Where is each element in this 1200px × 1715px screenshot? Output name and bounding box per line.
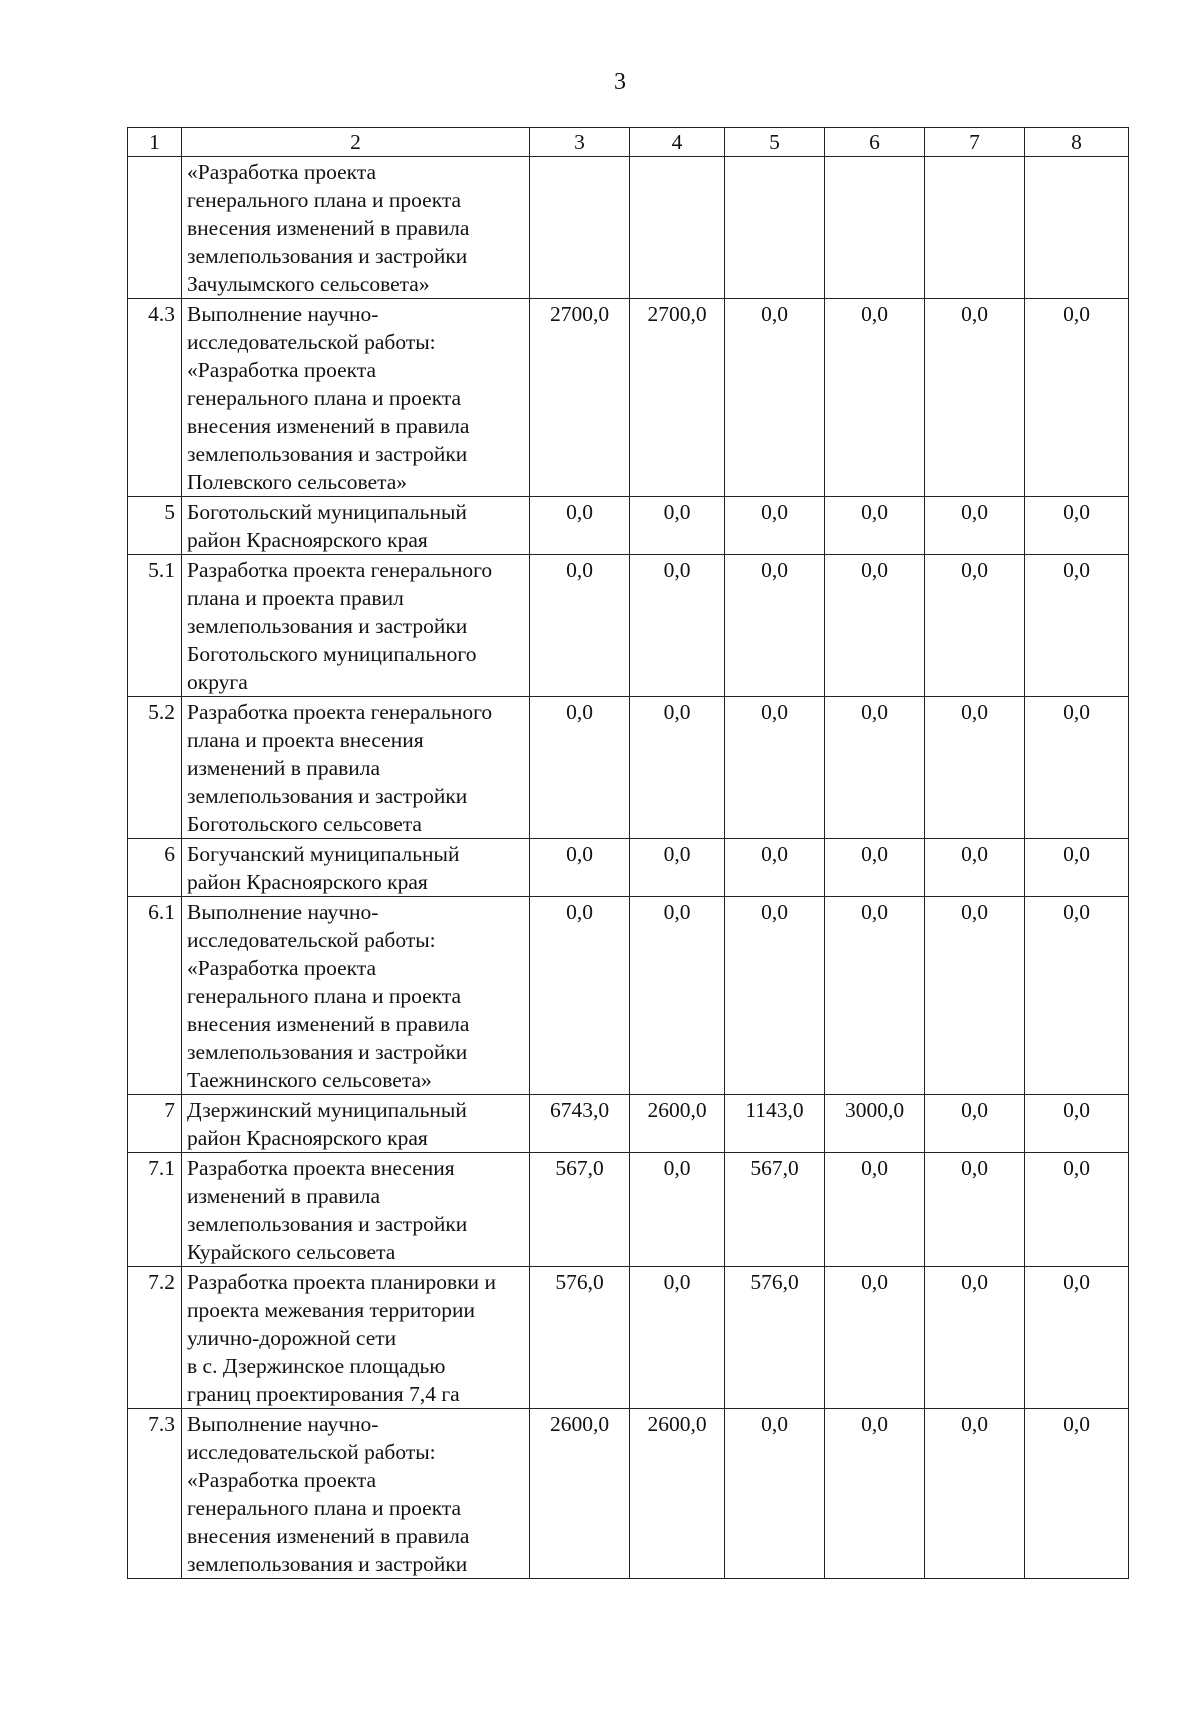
- description-line: исследовательской работы:: [187, 1440, 436, 1464]
- description-line: землепользования и застройки: [187, 442, 468, 466]
- description-line: Боготольского муниципального: [187, 642, 477, 666]
- value-cell: 0,0: [530, 555, 630, 697]
- description-line: Богучанский муниципальный: [187, 842, 460, 866]
- description-line: в с. Дзержинское площадью: [187, 1354, 446, 1378]
- value-cell: 3000,0: [825, 1095, 925, 1153]
- description-line: «Разработка проекта: [187, 160, 377, 184]
- description-line: плана и проекта правил: [187, 586, 404, 610]
- row-number-cell: 7: [128, 1095, 182, 1153]
- value-cell: 0,0: [1025, 555, 1129, 697]
- row-number-cell: 6: [128, 839, 182, 897]
- value-cell: 2700,0: [630, 299, 725, 497]
- value-cell: 576,0: [530, 1267, 630, 1409]
- page-number: 3: [614, 69, 626, 95]
- value-cell: [825, 157, 925, 299]
- table-row: [128, 697, 1129, 839]
- value-cell: 0,0: [925, 839, 1025, 897]
- value-cell: 0,0: [530, 697, 630, 839]
- column-number-header: 4: [630, 128, 725, 157]
- table-row: [128, 157, 1129, 299]
- description-cell: [182, 1267, 530, 1409]
- description-cell: [182, 697, 530, 839]
- value-cell: 0,0: [825, 697, 925, 839]
- value-cell: [725, 157, 825, 299]
- description-line: Боготольского сельсовета: [187, 812, 422, 836]
- description-cell: [182, 555, 530, 697]
- table-body: [128, 128, 1129, 1579]
- value-cell: 0,0: [925, 1409, 1025, 1579]
- value-cell: 0,0: [725, 497, 825, 555]
- description-line: внесения изменений в правила: [187, 216, 470, 240]
- value-cell: [925, 157, 1025, 299]
- table-row: [128, 897, 1129, 1095]
- table-row: [128, 1409, 1129, 1579]
- column-number-header: 8: [1025, 128, 1129, 157]
- value-cell: 0,0: [530, 839, 630, 897]
- description-line: район Красноярского края: [187, 1126, 428, 1150]
- column-number-header-row: [128, 128, 1129, 157]
- description-line: изменений в правила: [187, 756, 381, 780]
- value-cell: 0,0: [925, 1095, 1025, 1153]
- description-line: Разработка проекта внесения: [187, 1156, 455, 1180]
- description-line: Выполнение научно-: [187, 1412, 379, 1436]
- description-cell: [182, 839, 530, 897]
- value-cell: 0,0: [825, 839, 925, 897]
- description-cell: [182, 897, 530, 1095]
- value-cell: 2600,0: [530, 1409, 630, 1579]
- description-line: Выполнение научно-: [187, 302, 379, 326]
- description-line: Таежнинского сельсовета»: [187, 1068, 432, 1092]
- value-cell: 576,0: [725, 1267, 825, 1409]
- description-line: Разработка проекта планировки и: [187, 1270, 496, 1294]
- description-cell: [182, 497, 530, 555]
- description-line: землепользования и застройки: [187, 1552, 468, 1576]
- description-line: землепользования и застройки: [187, 1040, 468, 1064]
- description-line: плана и проекта внесения: [187, 728, 424, 752]
- value-cell: 0,0: [1025, 697, 1129, 839]
- value-cell: 0,0: [725, 697, 825, 839]
- description-line: исследовательской работы:: [187, 330, 436, 354]
- value-cell: 0,0: [630, 697, 725, 839]
- row-number-cell: 5: [128, 497, 182, 555]
- value-cell: 0,0: [1025, 1267, 1129, 1409]
- table-row: [128, 1095, 1129, 1153]
- value-cell: 0,0: [925, 497, 1025, 555]
- value-cell: [530, 157, 630, 299]
- value-cell: 0,0: [725, 555, 825, 697]
- description-line: «Разработка проекта: [187, 1468, 377, 1492]
- column-number-header: 3: [530, 128, 630, 157]
- value-cell: 0,0: [825, 1267, 925, 1409]
- column-number-header: 6: [825, 128, 925, 157]
- row-number-cell: 4.3: [128, 299, 182, 497]
- description-cell: [182, 1095, 530, 1153]
- value-cell: 0,0: [1025, 839, 1129, 897]
- value-cell: 0,0: [1025, 897, 1129, 1095]
- value-cell: 0,0: [925, 555, 1025, 697]
- value-cell: 0,0: [925, 1267, 1025, 1409]
- value-cell: 0,0: [725, 1409, 825, 1579]
- column-number-header: 7: [925, 128, 1025, 157]
- value-cell: 0,0: [1025, 299, 1129, 497]
- description-line: исследовательской работы:: [187, 928, 436, 952]
- value-cell: 2600,0: [630, 1095, 725, 1153]
- table-row: [128, 497, 1129, 555]
- description-line: улично-дорожной сети: [187, 1326, 397, 1350]
- table-row: [128, 1267, 1129, 1409]
- value-cell: 0,0: [1025, 1153, 1129, 1267]
- table-row: [128, 555, 1129, 697]
- description-line: Дзержинский муниципальный: [187, 1098, 467, 1122]
- value-cell: 0,0: [530, 897, 630, 1095]
- value-cell: 0,0: [530, 497, 630, 555]
- value-cell: 0,0: [825, 497, 925, 555]
- value-cell: 1143,0: [725, 1095, 825, 1153]
- value-cell: 0,0: [725, 839, 825, 897]
- value-cell: 0,0: [630, 1267, 725, 1409]
- value-cell: 0,0: [725, 897, 825, 1095]
- description-line: изменений в правила: [187, 1184, 381, 1208]
- value-cell: 0,0: [825, 1153, 925, 1267]
- row-number-cell: 7.3: [128, 1409, 182, 1579]
- table-row: [128, 1153, 1129, 1267]
- value-cell: 0,0: [630, 555, 725, 697]
- value-cell: 0,0: [825, 299, 925, 497]
- value-cell: 0,0: [630, 897, 725, 1095]
- value-cell: 6743,0: [530, 1095, 630, 1153]
- table-row: [128, 839, 1129, 897]
- budget-table: [127, 127, 1129, 1579]
- row-number-cell: 5.1: [128, 555, 182, 697]
- value-cell: 0,0: [825, 555, 925, 697]
- value-cell: 0,0: [1025, 497, 1129, 555]
- column-number-header: 2: [182, 128, 530, 157]
- value-cell: [1025, 157, 1129, 299]
- row-number-cell: [128, 157, 182, 299]
- description-line: внесения изменений в правила: [187, 1524, 470, 1548]
- value-cell: 0,0: [925, 697, 1025, 839]
- description-cell: [182, 1409, 530, 1579]
- description-cell: [182, 299, 530, 497]
- value-cell: 567,0: [530, 1153, 630, 1267]
- description-cell: [182, 157, 530, 299]
- description-line: землепользования и застройки: [187, 244, 468, 268]
- row-number-cell: 6.1: [128, 897, 182, 1095]
- value-cell: 0,0: [825, 1409, 925, 1579]
- value-cell: 0,0: [925, 299, 1025, 497]
- value-cell: 0,0: [630, 497, 725, 555]
- description-line: Выполнение научно-: [187, 900, 379, 924]
- value-cell: 0,0: [725, 299, 825, 497]
- description-cell: [182, 1153, 530, 1267]
- description-line: Разработка проекта генерального: [187, 558, 493, 582]
- description-line: «Разработка проекта: [187, 956, 377, 980]
- column-number-header: 5: [725, 128, 825, 157]
- value-cell: 0,0: [630, 839, 725, 897]
- column-number-header: 1: [128, 128, 182, 157]
- description-line: внесения изменений в правила: [187, 414, 470, 438]
- row-number-cell: 7.2: [128, 1267, 182, 1409]
- description-line: район Красноярского края: [187, 870, 428, 894]
- description-line: внесения изменений в правила: [187, 1012, 470, 1036]
- description-line: проекта межевания территории: [187, 1298, 476, 1322]
- value-cell: 0,0: [630, 1153, 725, 1267]
- row-number-cell: 7.1: [128, 1153, 182, 1267]
- value-cell: 0,0: [1025, 1409, 1129, 1579]
- value-cell: 0,0: [1025, 1095, 1129, 1153]
- value-cell: 2700,0: [530, 299, 630, 497]
- description-line: Зачулымского сельсовета»: [187, 272, 430, 296]
- description-line: границ проектирования 7,4 га: [187, 1382, 460, 1406]
- description-line: Полевского сельсовета»: [187, 470, 408, 494]
- value-cell: 2600,0: [630, 1409, 725, 1579]
- description-line: Боготольский муниципальный: [187, 500, 467, 524]
- description-line: генерального плана и проекта: [187, 1496, 462, 1520]
- description-line: район Красноярского края: [187, 528, 428, 552]
- description-line: генерального плана и проекта: [187, 188, 462, 212]
- table-row: [128, 299, 1129, 497]
- description-line: «Разработка проекта: [187, 358, 377, 382]
- value-cell: 0,0: [925, 897, 1025, 1095]
- description-line: генерального плана и проекта: [187, 984, 462, 1008]
- description-line: округа: [187, 670, 248, 694]
- description-line: землепользования и застройки: [187, 784, 468, 808]
- description-line: Курайского сельсовета: [187, 1240, 396, 1264]
- description-line: Разработка проекта генерального: [187, 700, 493, 724]
- row-number-cell: 5.2: [128, 697, 182, 839]
- value-cell: 0,0: [925, 1153, 1025, 1267]
- value-cell: [630, 157, 725, 299]
- description-line: землепользования и застройки: [187, 1212, 468, 1236]
- description-line: генерального плана и проекта: [187, 386, 462, 410]
- value-cell: 0,0: [825, 897, 925, 1095]
- value-cell: 567,0: [725, 1153, 825, 1267]
- description-line: землепользования и застройки: [187, 614, 468, 638]
